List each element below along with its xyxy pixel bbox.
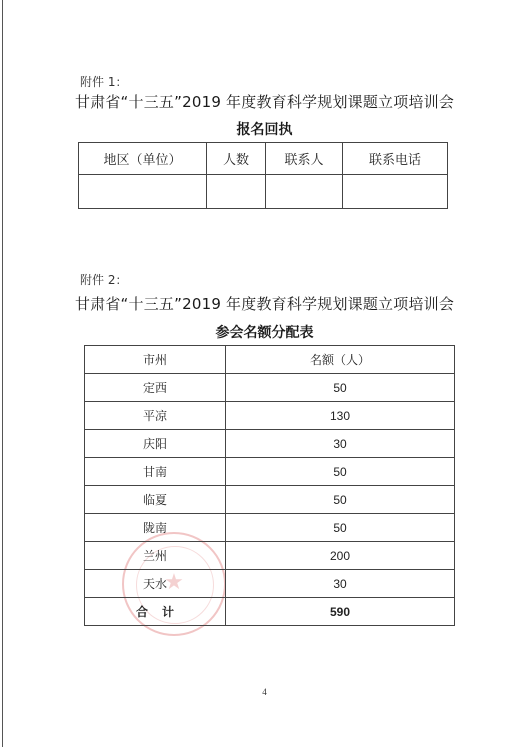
table-header-row: [85, 346, 455, 374]
table-row: [85, 458, 455, 486]
cell-quota: 130: [226, 402, 455, 430]
table-header-row: [79, 143, 448, 175]
cell-region: 庆阳: [85, 430, 226, 458]
attachment-1-subtitle: 报名回执: [236, 122, 293, 138]
table-row: [85, 570, 455, 598]
cell-quota: 50: [226, 486, 455, 514]
header-quota: 名额（人）: [226, 346, 455, 374]
cell-quota: 50: [226, 374, 455, 402]
cell-quota: 50: [226, 458, 455, 486]
registration-receipt-table: [78, 142, 448, 209]
cell-total-quota: 590: [226, 598, 455, 626]
cell-quota: 30: [226, 570, 455, 598]
cell-region: 定西: [85, 374, 226, 402]
page-left-border: [2, 0, 3, 747]
cell-region: 陇南: [85, 514, 226, 542]
seal-star-icon: ★: [164, 570, 184, 595]
table-row: [85, 430, 455, 458]
table-row: [85, 374, 455, 402]
cell-region: 甘南: [85, 458, 226, 486]
cell-quota: 50: [226, 514, 455, 542]
table-row: [85, 486, 455, 514]
cell-head-count[interactable]: [207, 175, 266, 209]
header-head-count: 人数: [207, 143, 266, 175]
attachment-2-title: 甘肃省“十三五”2019 年度教育科学规划课题立项培训会: [74, 295, 455, 313]
cell-contact-person[interactable]: [266, 175, 343, 209]
table-row: [79, 175, 448, 209]
table-row: [85, 542, 455, 570]
cell-total-label: 合计: [85, 598, 226, 626]
quota-allocation-table: [84, 345, 455, 626]
attachment-1-label: 附件 1：: [80, 75, 128, 89]
table-row: [85, 514, 455, 542]
header-contact-phone: 联系电话: [343, 143, 448, 175]
cell-region: 平凉: [85, 402, 226, 430]
cell-contact-phone[interactable]: [343, 175, 448, 209]
header-city-prefecture: 市州: [85, 346, 226, 374]
cell-region: 兰州: [85, 542, 226, 570]
header-contact-person: 联系人: [266, 143, 343, 175]
header-region-unit: 地区（单位）: [79, 143, 207, 175]
cell-quota: 200: [226, 542, 455, 570]
cell-region: 临夏: [85, 486, 226, 514]
attachment-2-subtitle: 参会名额分配表: [215, 325, 314, 341]
cell-region: 天水: [85, 570, 226, 598]
attachment-2-label: 附件 2：: [80, 273, 128, 287]
attachment-1-title: 甘肃省“十三五”2019 年度教育科学规划课题立项培训会: [74, 93, 455, 111]
table-total-row: [85, 598, 455, 626]
cell-region-unit[interactable]: [79, 175, 207, 209]
page-number: 4: [262, 687, 267, 697]
cell-quota: 30: [226, 430, 455, 458]
table-row: [85, 402, 455, 430]
